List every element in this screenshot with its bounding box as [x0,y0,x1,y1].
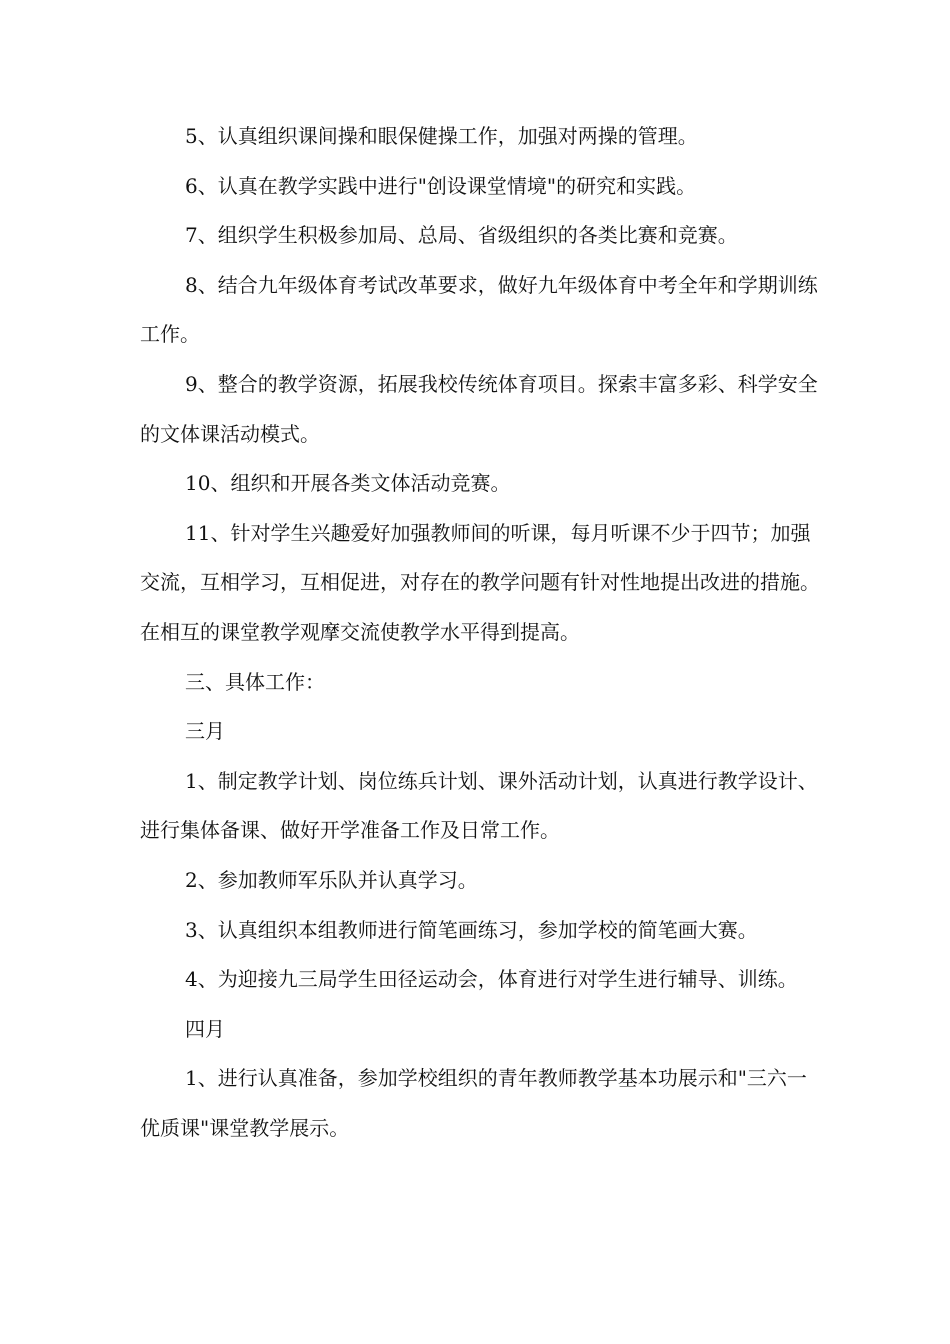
paragraph-item-5: 5、认真组织课间操和眼保健操工作，加强对两操的管理。 [185,124,698,148]
paragraph-item-8: 8、结合九年级体育考试改革要求，做好九年级体育中考全年和学期训练工作。 [140,272,818,347]
march-item-4: 4、为迎接九三局学生田径运动会，体育进行对学生进行辅导、训练。 [185,967,798,992]
march-item-1: 1、制定教学计划、岗位练兵计划、课外活动计划，认真进行教学设计、进行集体备课、做好开学准备工作及日常工作。 [140,768,818,843]
month-heading-april: 四月 [185,1016,225,1041]
paragraph-item-9: 9、整合的教学资源，拓展我校传统体育项目。探索丰富多彩、科学安全的文体课活动模式。 [140,371,818,446]
paragraph-item-11: 11、针对学生兴趣爱好加强教师间的听课，每月听课不少于四节；加强交流，互相学习，互相促进，对存在的教学问题有针对性地提出改进的措施。在相互的课堂教学观摩交流使教学水平得到提高。 [140,520,820,644]
section-heading-specific-work: 三、具体工作： [185,669,325,694]
march-item-2: 2、参加教师军乐队并认真学习。 [185,867,478,892]
document-body [140,112,820,1153]
april-item-1: 1、进行认真准备，参加学校组织的青年教师教学基本功展示和"三六一优质课"课堂教学展示。 [140,1066,807,1140]
month-heading-march: 三月 [185,719,225,744]
paragraph-item-6: 6、认真在教学实践中进行"创设课堂情境"的研究和实践。 [185,173,697,198]
paragraph-item-10: 10、组织和开展各类文体活动竞赛。 [185,471,511,496]
paragraph-item-7: 7、组织学生积极参加局、总局、省级组织的各类比赛和竞赛。 [185,223,738,248]
march-item-3: 3、认真组织本组教师进行简笔画练习，参加学校的简笔画大赛。 [185,917,758,942]
